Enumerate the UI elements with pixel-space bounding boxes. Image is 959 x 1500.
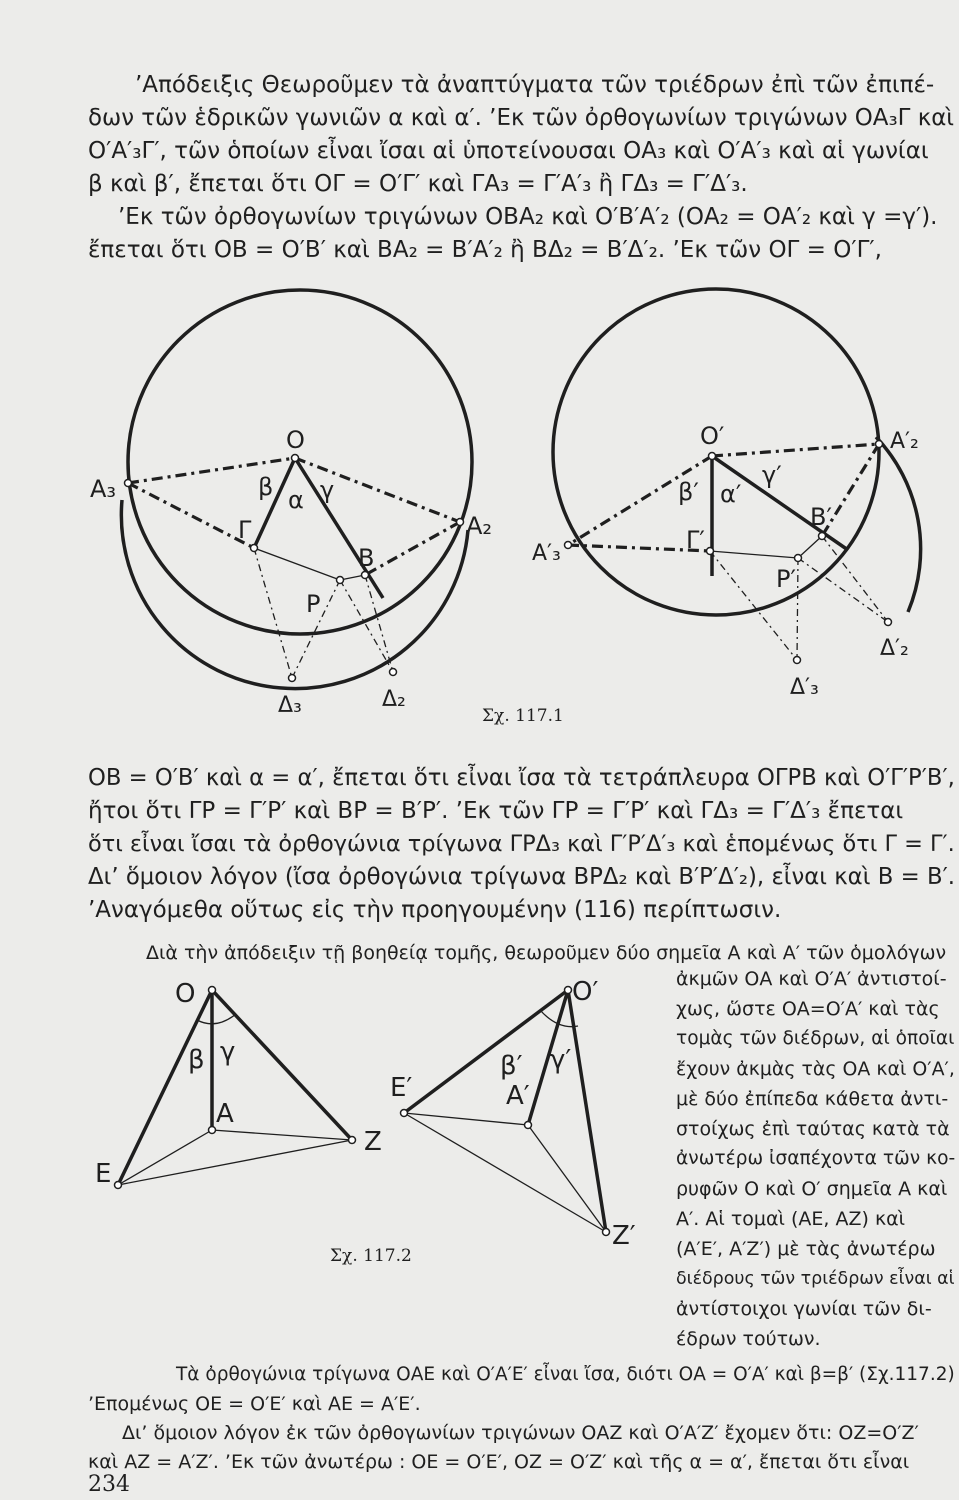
text-line: ἔχουν ἀκμὰς τὰς ΟΑ καὶ Ο′Α′, bbox=[676, 1058, 955, 1080]
label-e: E bbox=[95, 1159, 112, 1189]
text-line: τομὰς τῶν διέδρων, αἱ ὁποῖαι bbox=[676, 1028, 955, 1049]
edge-a-z bbox=[212, 1130, 352, 1140]
text-line: β καὶ β′, ἔπεται ὅτι ΟΓ = Ο′Γ′ καὶ ΓΑ₃ = Γ′Α′₃ ἢ ΓΔ₃ = Γ′Δ′₃. bbox=[88, 171, 748, 197]
text-line: Δι’ ὅμοιον λόγον (ἴσα ὀρθογώνια τρίγωνα ΒΡΔ₂ καὶ Β′Ρ′Δ′₂), εἶναι καὶ Β = Β′. bbox=[88, 864, 956, 890]
text-line: μὲ δύο ἐπίπεδα κάθετα ἀντι- bbox=[676, 1088, 949, 1110]
label-o: O′ bbox=[572, 977, 599, 1007]
text-line: στοίχως ἐπὶ ταύτας κατὰ τὰ bbox=[676, 1118, 950, 1140]
text-line: ρυφῶν Ο καὶ Ο′ σημεῖα Α καὶ bbox=[676, 1178, 948, 1200]
text-line: ’Αναγόμεθα οὕτως εἰς τὴν προηγουμένην (116) περίπτωσιν. bbox=[88, 897, 782, 923]
fig2-right bbox=[390, 977, 636, 1251]
label-beta: β bbox=[258, 473, 274, 501]
edge-a-e bbox=[404, 1113, 528, 1125]
text-line: Ο′Α′₃Γ′, τῶν ὁποίων εἶναι ἴσαι αἱ ὑποτείνουσαι ΟΑ₃ καὶ Ο′Α′₃ καὶ αἱ γωνίαι bbox=[88, 138, 929, 164]
label-beta: β′ bbox=[500, 1051, 523, 1081]
label-d3: Δ′₃ bbox=[790, 675, 819, 700]
edge-e-z bbox=[118, 1140, 352, 1185]
text-line: έδρων τούτων. bbox=[676, 1328, 821, 1350]
point bbox=[115, 1182, 122, 1189]
label-beta: β bbox=[188, 1045, 205, 1075]
edge-o-e bbox=[118, 990, 212, 1185]
label-gamma: γ bbox=[320, 476, 335, 504]
text-line: ’Εκ τῶν ὀρθογωνίων τριγώνων ΟΒΑ₂ καὶ Ο′Β′Α′₂ (ΟΑ₂ = ΟΑ′₂ καὶ γ =γ′). bbox=[118, 204, 938, 230]
label-a2: A′₂ bbox=[890, 429, 919, 454]
label-gamma: γ′ bbox=[762, 461, 782, 489]
edge-a-z bbox=[528, 1125, 606, 1232]
text-line: χως, ὥστε ΟΑ=Ο′Α′ καὶ τὰς bbox=[676, 998, 940, 1020]
label-a: A′ bbox=[506, 1081, 530, 1111]
label-o: O bbox=[175, 979, 196, 1009]
point bbox=[209, 987, 216, 994]
point bbox=[401, 1110, 408, 1117]
label-o: O′ bbox=[700, 422, 725, 450]
label-p: P bbox=[306, 590, 321, 618]
label-d2: Δ′₂ bbox=[880, 636, 909, 661]
text-line: Τὰ ὀρθογώνια τρίγωνα ΟΑΕ καὶ Ο′Α′Ε′ εἶναι ἴσα, διότι ΟΑ = Ο′Α′ καὶ β=β′ (Σχ.117.2) bbox=[176, 1364, 955, 1385]
label-b: B′ bbox=[810, 503, 832, 531]
label-a3: A₃ bbox=[90, 475, 117, 503]
edge-e-z bbox=[404, 1113, 606, 1232]
text-line: διέδρους τῶν τριέδρων εἶναι αἱ bbox=[676, 1269, 955, 1289]
point bbox=[349, 1137, 356, 1144]
figure-caption: Σχ. 117.1 bbox=[482, 706, 564, 726]
label-alpha: α bbox=[288, 486, 304, 514]
label-p: P′ bbox=[776, 565, 796, 593]
label-gamma: γ′ bbox=[550, 1045, 572, 1075]
label-o: O bbox=[286, 426, 305, 454]
text-line: ἀνωτέρω ἰσαπέχοντα τῶν κο- bbox=[676, 1148, 956, 1169]
label-b: B bbox=[358, 544, 375, 572]
text-line: Δι’ ὅμοιον λόγον ἐκ τῶν ὀρθογωνίων τριγώνων ΟΑΖ καὶ Ο′Α′Ζ′ ἔχομεν ὅτι: ΟΖ=Ο′Ζ′ bbox=[122, 1422, 919, 1444]
label-g: Γ′ bbox=[686, 526, 705, 554]
label-a3: A′₃ bbox=[532, 541, 561, 566]
figure-caption: Σχ. 117.2 bbox=[330, 1246, 412, 1266]
fig2-left bbox=[95, 979, 382, 1189]
label-d3: Δ₃ bbox=[278, 693, 302, 718]
text-line: Α′. Αἱ τομαὶ (ΑΕ, ΑΖ) καὶ bbox=[676, 1208, 906, 1230]
text-line: ’Απόδειξις Θεωροῦμεν τὰ ἀναπτύγματα τῶν τριέδρων ἐπὶ τῶν ἐπιπέ- bbox=[135, 72, 935, 98]
label-z: Z′ bbox=[612, 1221, 636, 1251]
label-g: Γ bbox=[238, 516, 252, 544]
text-line: ΟΒ = Ο′Β′ καὶ α = α′, ἔπεται ὅτι εἶναι ἴσα τὰ τετράπλευρα ΟΓΡΒ καὶ Ο′Γ′Ρ′Β′, bbox=[88, 765, 955, 791]
text-line: ἀντίστοιχοι γωνίαι τῶν δι- bbox=[676, 1298, 932, 1320]
point bbox=[209, 1127, 216, 1134]
text-line: ’Επομένως ΟΕ = Ο′Ε′ καὶ ΑΕ = Α′Ε′. bbox=[88, 1393, 421, 1415]
label-a: A bbox=[216, 1099, 234, 1129]
text-line: ἔπεται ὅτι ΟΒ = Ο′Β′ καὶ ΒΑ₂ = Β′Α′₂ ἢ ΒΔ₂ = Β′Δ′₂. ’Εκ τῶν ΟΓ = Ο′Γ′, bbox=[88, 237, 882, 263]
label-alpha: α′ bbox=[720, 480, 742, 508]
text-line: (Α′Ε′, Α′Ζ′) μὲ τὰς ἀνωτέρω bbox=[676, 1238, 936, 1260]
point bbox=[525, 1122, 532, 1129]
label-e: E′ bbox=[390, 1073, 413, 1103]
label-a2: A₂ bbox=[466, 512, 493, 540]
angle-arc bbox=[197, 1014, 236, 1024]
label-gamma: γ bbox=[220, 1037, 236, 1067]
text-line: ἤτοι ὅτι ΓΡ = Γ′Ρ′ καὶ ΒΡ = Β′Ρ′. ’Εκ τῶν ΓΡ = Γ′Ρ′ καὶ ΓΔ₃ = Γ′Δ′₃ ἔπεται bbox=[88, 798, 904, 824]
point bbox=[565, 987, 572, 994]
edge-o-e bbox=[404, 990, 568, 1113]
label-d2: Δ₂ bbox=[382, 687, 406, 712]
text-line: ὅτι εἶναι ἴσαι τὰ ὀρθογώνια τρίγωνα ΓΡΔ₃ καὶ Γ′Ρ′Δ′₃ καὶ ἑπομένως ὅτι Γ = Γ′. bbox=[88, 831, 955, 857]
page-number: 234 bbox=[88, 1472, 130, 1497]
text-line: Διὰ τὴν ἀπόδειξιν τῇ βοηθείᾳ τομῆς, θεωροῦμεν δύο σημεῖα Α καὶ Α′ τῶν ὁμολόγων bbox=[146, 942, 947, 964]
point bbox=[603, 1229, 610, 1236]
text-line: δων τῶν ἑδρικῶν γωνιῶν α καὶ α′. ’Εκ τῶν ὀρθογωνίων τριγώνων ΟΑ₃Γ καὶ bbox=[88, 105, 955, 131]
label-beta: β′ bbox=[678, 478, 699, 506]
label-z: Z bbox=[364, 1127, 382, 1157]
text-line: ἀκμῶν ΟΑ καὶ Ο′Α′ ἀντιστοί- bbox=[676, 968, 947, 990]
text-line: καὶ ΑΖ = Α′Ζ′. ’Εκ τῶν ἀνωτέρω : ΟΕ = Ο′Ε′, ΟΖ = Ο′Ζ′ καὶ τῆς α = α′, ἔπεται ὅτι εἶναι bbox=[88, 1451, 910, 1473]
